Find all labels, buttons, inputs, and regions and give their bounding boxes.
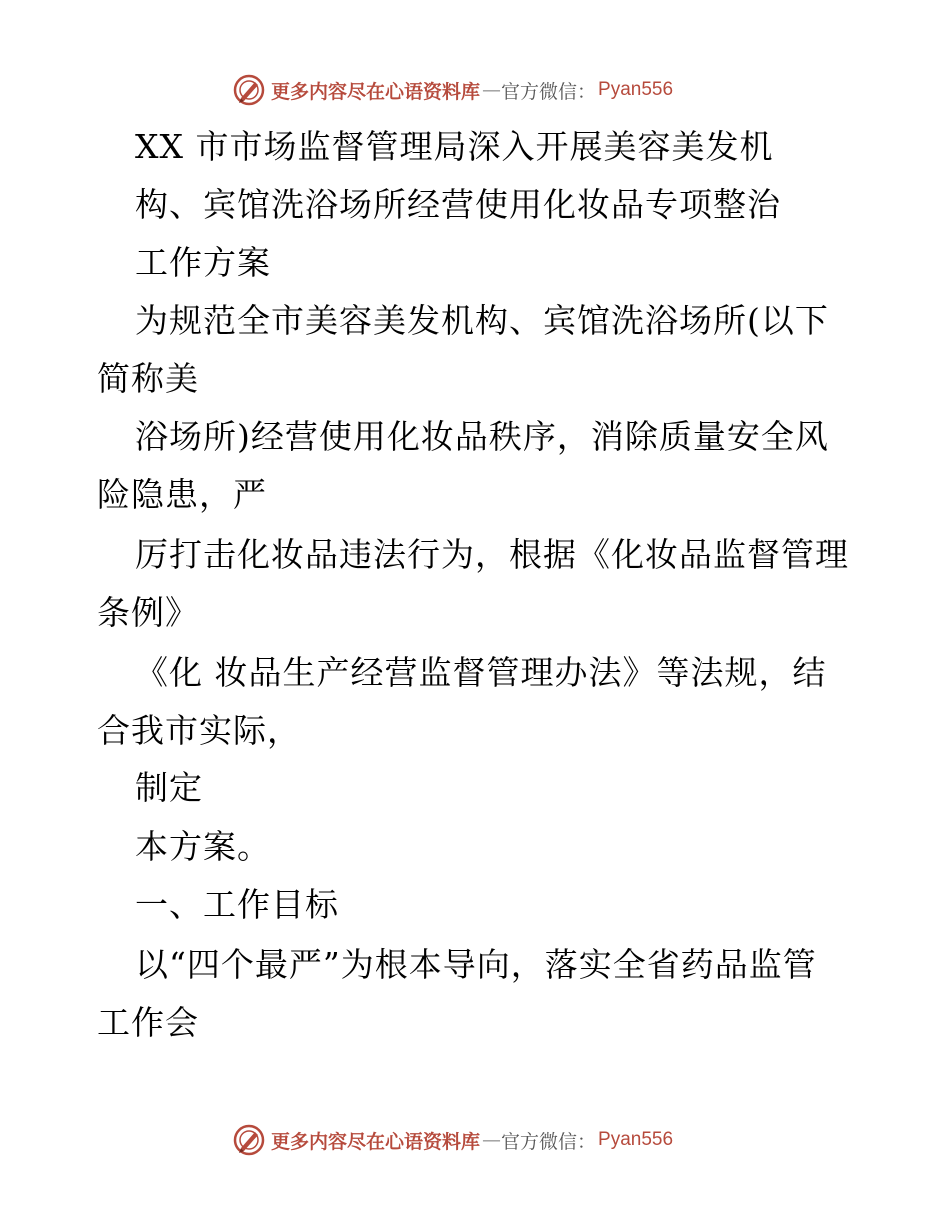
doc-paragraph-line: 浴场所)经营使用化妆品秩序，消除质量安全风: [135, 417, 829, 456]
doc-paragraph-line: 制定: [135, 768, 203, 807]
banner-wechat-id: Pyan556: [598, 79, 674, 100]
doc-paragraph-line: 《化 妆品生产经营监督管理办法》等法规，结: [135, 653, 827, 692]
doc-paragraph-line: 厉打击化妆品违法行为，根据《化妆品监督管理: [135, 535, 849, 574]
pen-logo-icon: [233, 74, 265, 106]
banner-promo-text: 更多内容尽在心语资料库: [271, 80, 481, 103]
banner-dash: —: [482, 1129, 502, 1151]
banner-wechat-label: 官方微信：: [501, 80, 597, 103]
doc-paragraph-line: 简称美: [97, 359, 199, 398]
pen-logo-icon: [233, 1124, 265, 1156]
doc-paragraph-line: 以“四个最严”为根本导向，落实全省药品监管: [135, 945, 817, 984]
doc-paragraph-line: 合我市实际，: [97, 711, 301, 750]
doc-title-line-3: 工作方案: [135, 243, 271, 282]
header-banner: [233, 73, 713, 107]
doc-title-line-2: 构、宾馆洗浴场所经营使用化妆品专项整治: [135, 185, 781, 224]
doc-paragraph-line: 本方案。: [135, 827, 271, 866]
doc-paragraph-line: 险隐患，严: [97, 475, 267, 514]
banner-promo-text: 更多内容尽在心语资料库: [271, 1130, 481, 1153]
doc-paragraph-line: 条例》: [97, 593, 199, 632]
banner-dash: —: [482, 79, 502, 101]
doc-paragraph-line: 工作会: [97, 1003, 199, 1042]
doc-title-line-1: XX 市市场监督管理局深入开展美容美发机: [135, 127, 774, 166]
banner-wechat-id: Pyan556: [598, 1129, 674, 1150]
doc-paragraph-line: 为规范全市美容美发机构、宾馆洗浴场所(以下: [135, 301, 829, 340]
doc-section-heading: 一、工作目标: [135, 885, 339, 924]
banner-wechat-label: 官方微信：: [501, 1130, 597, 1153]
footer-banner: [233, 1123, 713, 1157]
